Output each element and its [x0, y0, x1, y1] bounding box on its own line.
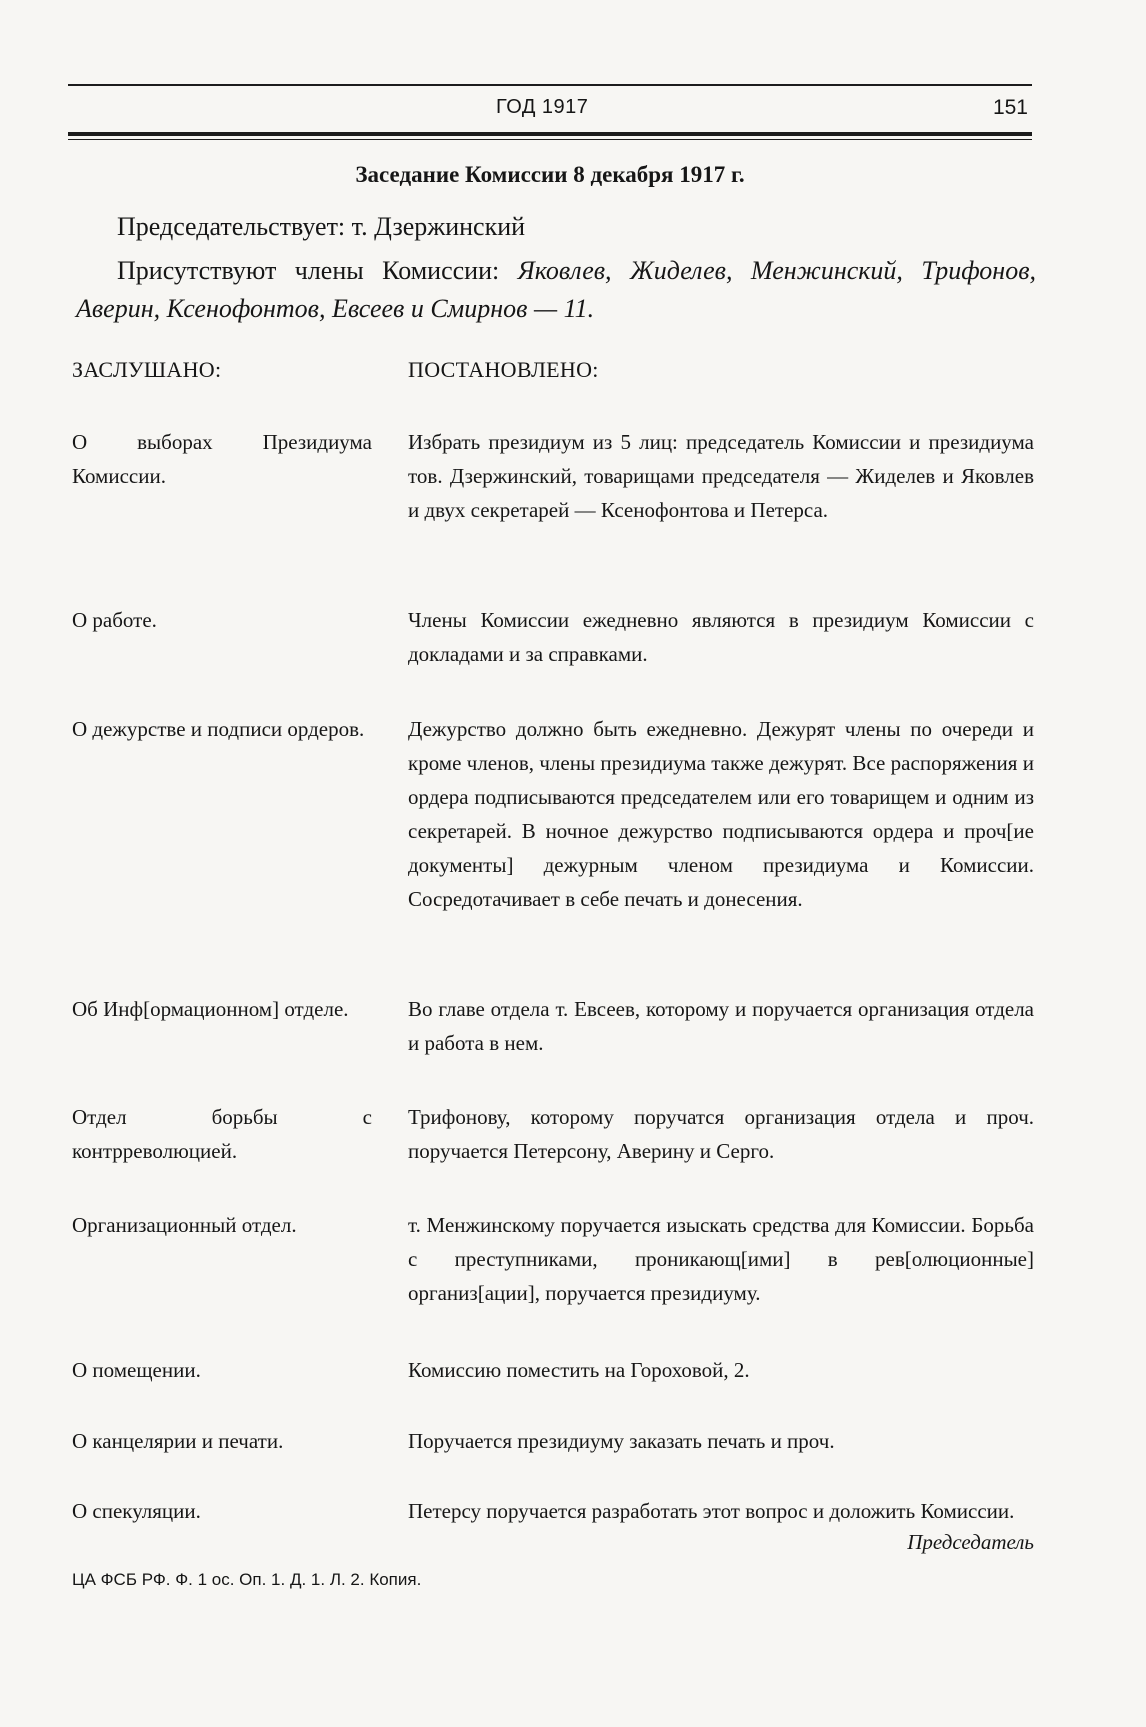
header-rule-top — [68, 84, 1032, 86]
attendees-names: Яковлев, Жиделев, Менжинский, Трифонов, Аверин, Ксенофонтов, Евсеев и Смирнов — 11. — [76, 256, 1036, 323]
running-head — [68, 84, 1032, 142]
agenda-item-heard: Отдел борьбы с контрреволюцией. — [72, 1105, 372, 1163]
attendees-prefix: Присутствуют члены Комиссии: — [117, 256, 518, 285]
header-rule-thick — [68, 132, 1032, 136]
resolved-column-heading: ПОСТАНОВЛЕНО: — [408, 357, 599, 382]
agenda-item-resolved: Комиссию поместить на Гороховой, 2. — [408, 1358, 750, 1382]
agenda-item-resolved: Дежурство должно быть ежедневно. Дежурят члены по очереди и кроме членов, члены президиума также дежурят. Все распоряжения и ордера подписываются председателем или его товарищем и одним из секретарей. В ночное дежурство подписываются ордера и проч[ие документы] дежурным членом президиума и Комиссии. Сосредотачивает в себе печать и донесения. — [408, 717, 1034, 911]
agenda-item-resolved: Петерсу поручается разработать этот вопрос и доложить Комиссии. — [408, 1499, 1015, 1523]
agenda-item-heard: О помещении. — [72, 1358, 201, 1382]
attendees-paragraph — [76, 252, 1036, 328]
archive-source-note: ЦА ФСБ РФ. Ф. 1 ос. Оп. 1. Д. 1. Л. 2. Копия. — [72, 1570, 422, 1589]
heard-column-heading: ЗАСЛУШАНО: — [72, 357, 222, 382]
agenda-item-heard: Об Инф[ормационном] отделе. — [72, 997, 349, 1021]
agenda-item-heard: Организационный отдел. — [72, 1213, 297, 1237]
agenda-item-heard: О дежурстве и подписи ордеров. — [72, 717, 365, 741]
header-row — [68, 96, 1032, 122]
agenda-item-heard: О канцелярии и печати. — [72, 1429, 284, 1453]
header-rule-thin — [68, 139, 1032, 140]
agenda-item-resolved: Поручается президиуму заказать печать и проч. — [408, 1429, 835, 1453]
page-number: 151 — [992, 96, 1028, 119]
running-head-year: ГОД 1917 — [496, 96, 589, 118]
presiding-line: Председательствует: т. Дзержинский — [117, 212, 526, 241]
chairman-signature: Председатель — [907, 1530, 1034, 1554]
agenda-item-resolved: Во главе отдела т. Евсеев, которому и поручается организация отдела и работа в нем. — [408, 997, 1034, 1055]
meeting-title: Заседание Комиссии 8 декабря 1917 г. — [355, 162, 745, 187]
agenda-item-heard: О спекуляции. — [72, 1499, 201, 1523]
agenda-item-resolved: т. Менжинскому поручается изыскать средства для Комиссии. Борьба с преступниками, проникающ[ими] в рев[олюционные] организ[ации], поручается президиуму. — [408, 1213, 1034, 1305]
agenda-item-resolved: Избрать президиум из 5 лиц: председатель Комиссии и президиума тов. Дзержинский, товарищами председателя — Жиделев и Яковлев и двух секретарей — Ксенофонтова и Петерса. — [408, 430, 1034, 522]
agenda-item-heard: О выборах Президиума Комиссии. — [72, 430, 372, 488]
agenda-item-resolved: Трифонову, которому поручатся организация отдела и проч. поручается Петерсону, Аверину и Серго. — [408, 1105, 1034, 1163]
agenda-item-resolved: Члены Комиссии ежедневно являются в президиум Комиссии с докладами и за справками. — [408, 608, 1034, 666]
agenda-item-heard: О работе. — [72, 608, 157, 632]
